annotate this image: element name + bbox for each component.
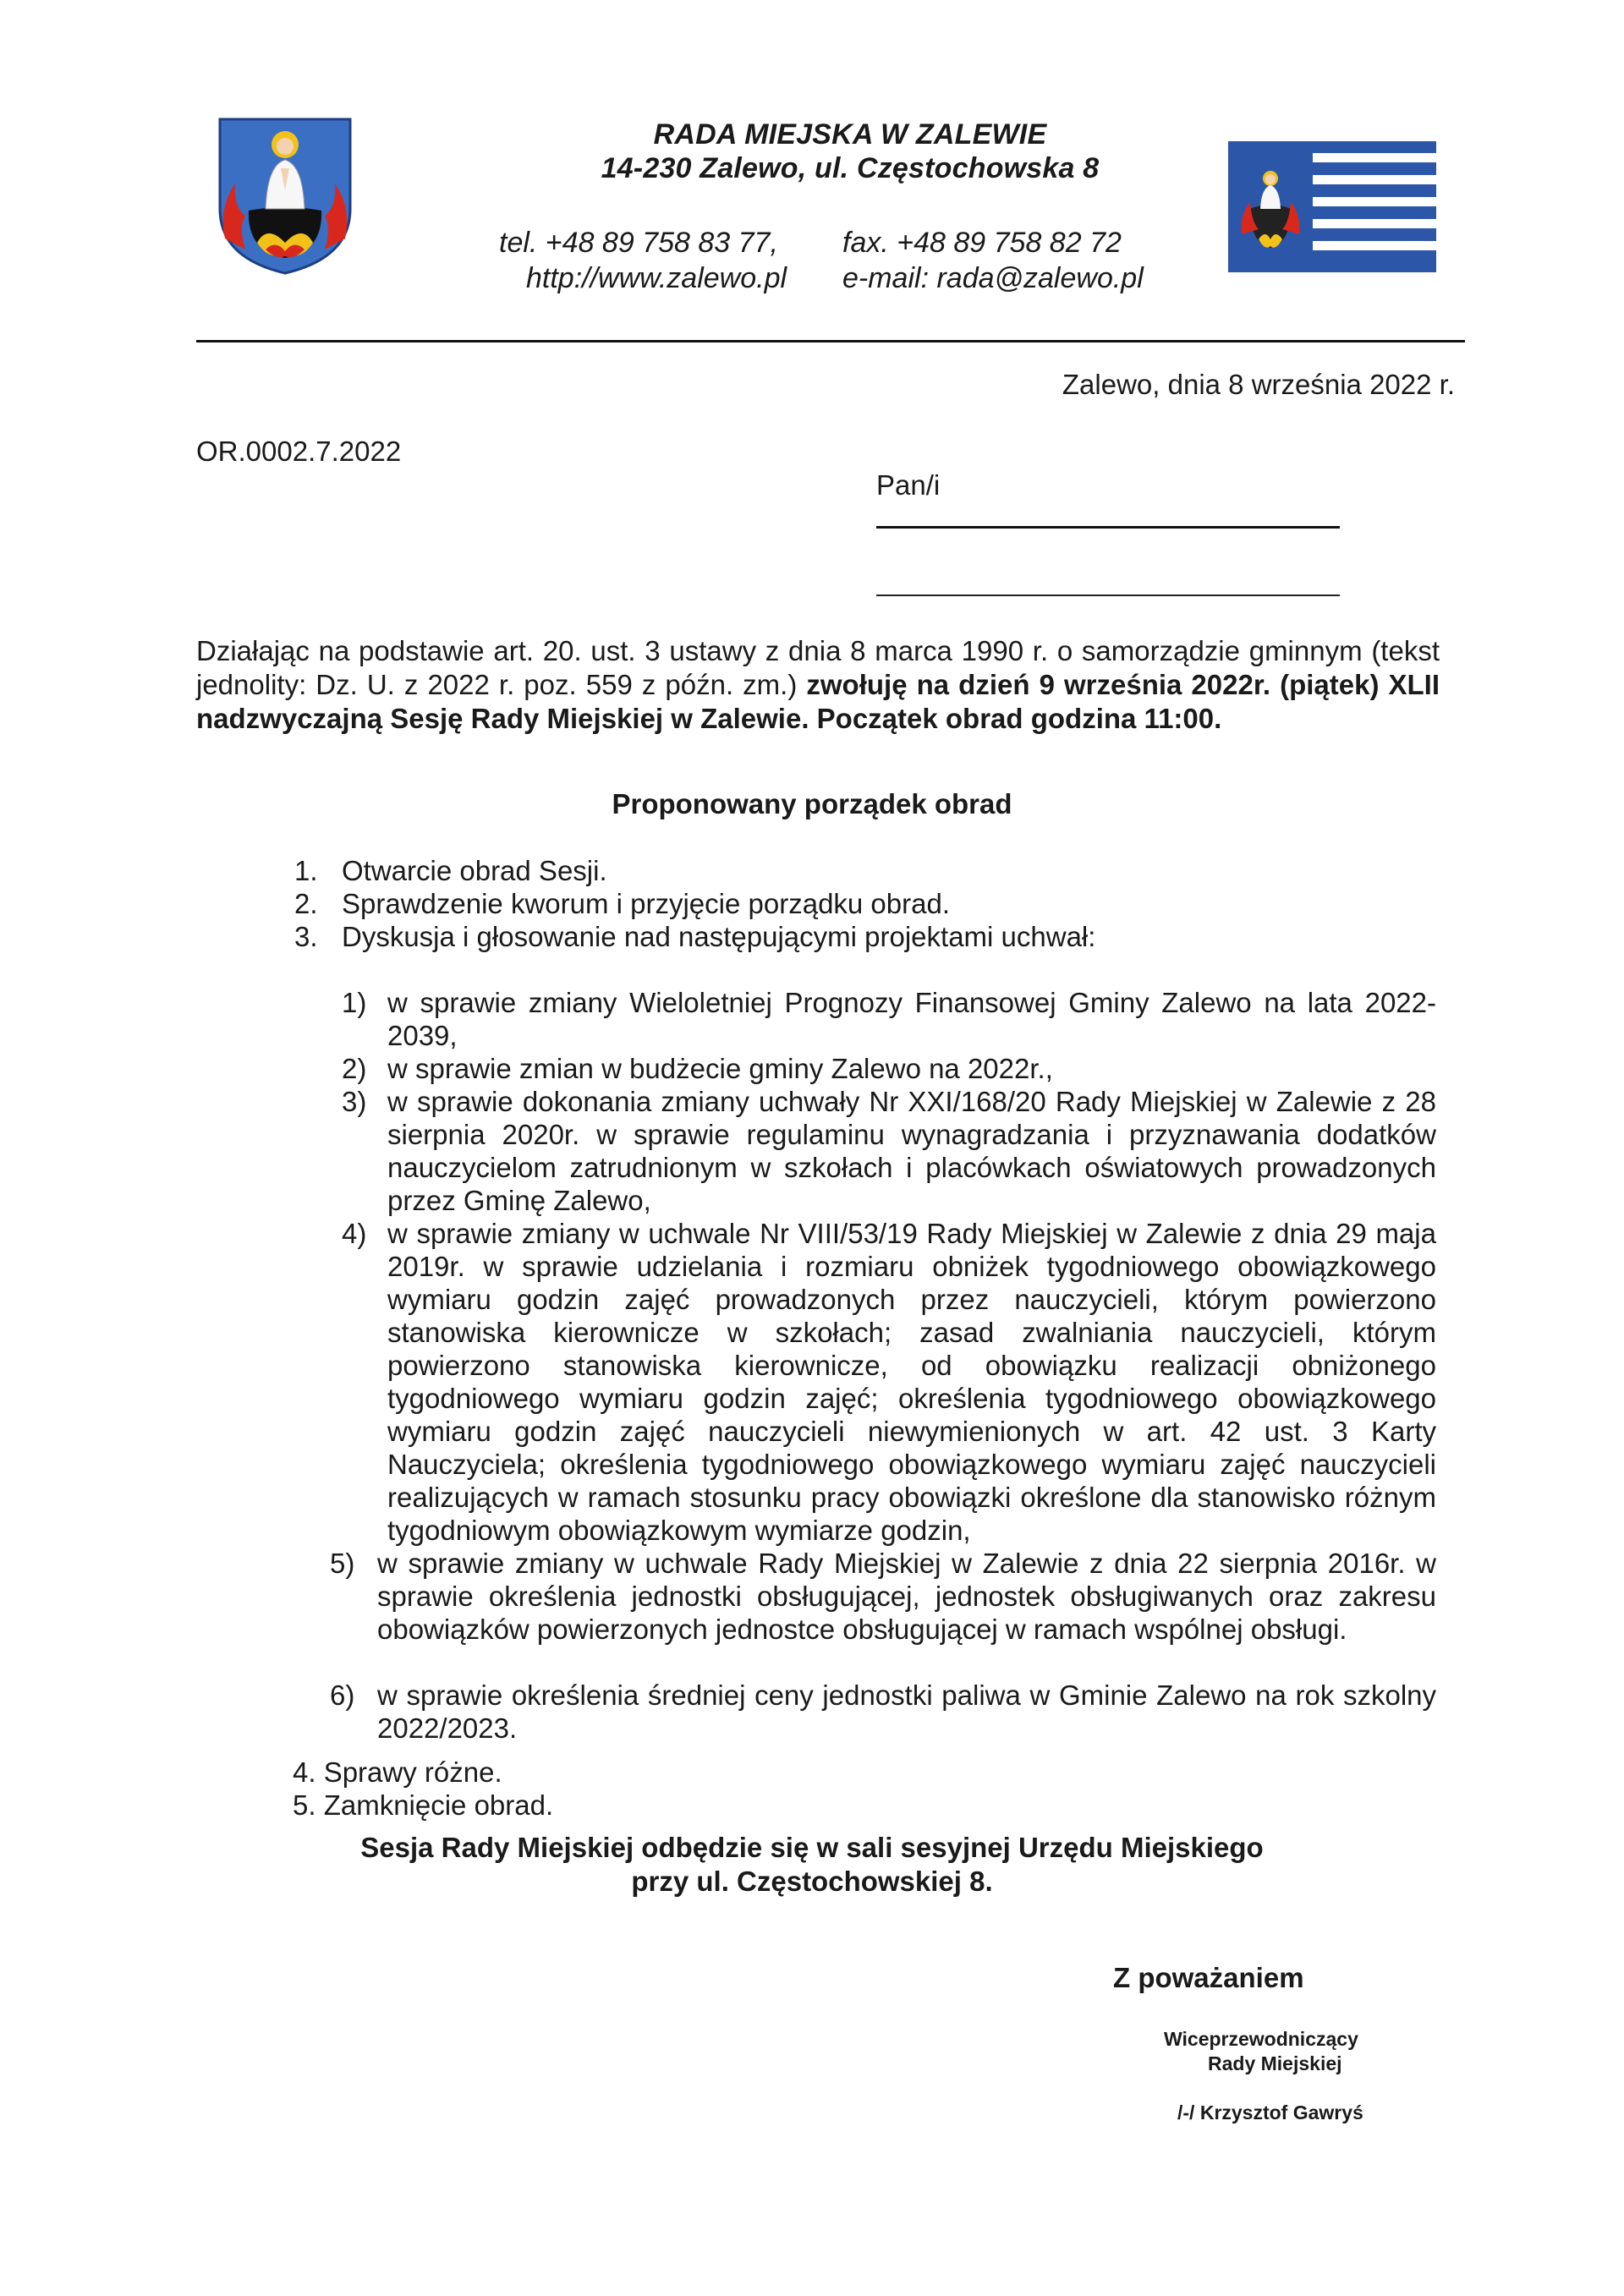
agenda-item: Otwarcie obrad Sesji. [342,855,607,886]
agenda-item-number: 2. [294,888,318,919]
sub-item: w sprawie dokonania zmiany uchwały Nr XXI/168/20 Rady Miejskiej w Zalewie z 28 sierpnia 2020r. w sprawie regulaminu wynagradzania i przyznawania dodatków nauczycielom zatrudnionym w szkołach i placówkach oświatowych prowadzonych przez Gminę Zalewo, [387,1086,1436,1216]
phone: tel. +48 89 758 83 77, [499,227,778,259]
intro-normal: Działając na podstawie art. 20. ust. 3 ustawy z dnia 8 marca 1990 r. o samorządzie gminnym (tekst jednolity: Dz. U. z 2022 r. poz. 559 z późn. zm.) [196,635,1440,700]
intro-paragraph [196,634,1440,736]
addressee-line-1 [876,526,1340,529]
venue-line-1: Sesja Rady Miejskiej odbędzie się w sali sesyjnej Urzędu Miejskiego [360,1832,1264,1863]
sub-item: w sprawie zmiany Wieloletniej Prognozy Finansowej Gminy Zalewo na lata 2022- 2039, [387,987,1436,1051]
sub-item-number: 2) [342,1053,367,1084]
reference-number: OR.0002.7.2022 [196,436,402,467]
agenda-item: Dyskusja i głosowanie nad następującymi projektami uchwał: [342,921,1096,952]
signatory-body: Rady Miejskiej [1208,2052,1342,2074]
header-divider [196,340,1465,342]
agenda-item: Sprawdzenie kworum i przyjęcie porządku obrad. [342,888,951,919]
sub-item: w sprawie zmian w budżecie gminy Zalewo na 2022r., [387,1053,1053,1084]
agenda-title: Proponowany porządek obrad [612,788,1012,819]
addressee-line-2 [876,595,1340,596]
closing-salutation: Z poważaniem [1113,1962,1304,1993]
signatory-title: Wiceprzewodniczący [1164,2028,1358,2050]
org-name: RADA MIEJSKA W ZALEWIE [653,118,1047,151]
org-address: 14-230 Zalewo, ul. Częstochowska 8 [601,152,1100,184]
document-date: Zalewo, dnia 8 września 2022 r. [1062,369,1455,400]
intro-bold: zwołuję na dzień 9 września 2022r. (piątek) XLII nadzwyczajną Sesję Rady Miejskiej w Zalewie. Początek obrad godzina 11:00. [196,669,1440,734]
addressee-label: Pan/i [876,469,941,501]
sub-item-number: 3) [342,1086,367,1117]
sub-item-number: 1) [342,987,367,1018]
sub-item: w sprawie zmiany w uchwale Rady Miejskiej w Zalewie z dnia 22 sierpnia 2016r. w sprawie określenia jednostki obsługującej, jednostek obsługiwanych oraz zakresu obowiązków powierzonych jednostce obsługującej w ramach wspólnej obsługi. [377,1548,1436,1645]
zalewo-flag-icon [1228,141,1436,272]
sub-item: w sprawie określenia średniej ceny jednostki paliwa w Gminie Zalewo na rok szkolny 2022/2023. [377,1680,1436,1744]
sub-item-number: 4) [342,1218,367,1249]
agenda-item: 5. Zamknięcie obrad. [293,1789,554,1821]
agenda-item-number: 1. [294,855,318,886]
email-link[interactable]: e-mail: rada@zalewo.pl [842,262,1144,294]
venue-line-2: przy ul. Częstochowskiej 8. [631,1866,993,1897]
agenda-item: 4. Sprawy różne. [293,1756,502,1788]
fax: fax. +48 89 758 82 72 [842,227,1122,259]
sub-item-number: 5) [330,1548,355,1579]
website-link[interactable]: http://www.zalewo.pl [526,262,787,294]
agenda-item-number: 3. [294,921,318,952]
signatory-name: /-/ Krzysztof Gawryś [1177,2101,1363,2123]
sub-item-number: 6) [330,1680,355,1711]
sub-item: w sprawie zmiany w uchwale Nr VIII/53/19 Rady Miejskiej w Zalewie z dnia 29 maja 2019r. w sprawie udzielania i rozmiaru obniżek tygodniowego obowiązkowego wymiaru godzin zajęć prowadzonych przez nauczycieli, którym powierzono stanowiska kierownicze w szkołach; zasad zwalniania nauczycieli, którym powierzono stanowiska kierownicze, od obowiązku realizacji obniżonego tygodniowego wymiaru godzin zajęć; określenia tygodniowego obowiązkowego wymiaru godzin zajęć nauczycieli niewymienionych w art. 42 ust. 3 Karty Nauczyciela; określenia tygodniowego obowiązkowego wymiaru zajęć nauczycieli realizujących w ramach stosunku pracy obowiązki określone dla stanowisko różnym tygodniowym obowiązkowym wymiarze godzin, [387,1218,1436,1546]
